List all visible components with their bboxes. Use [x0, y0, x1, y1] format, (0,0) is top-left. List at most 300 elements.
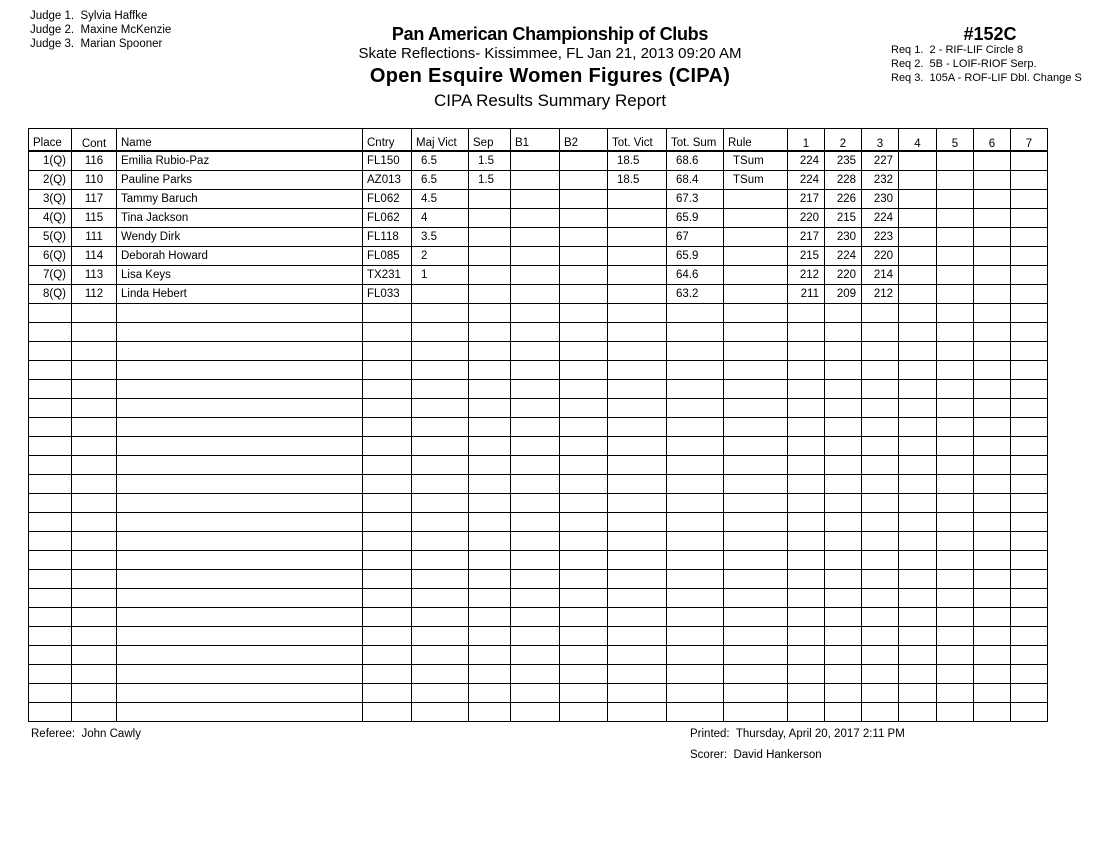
cell-2: 226 [825, 190, 862, 209]
empty-cell [974, 456, 1011, 475]
cell-b1 [511, 266, 560, 285]
empty-cell [412, 589, 469, 608]
empty-cell [29, 551, 72, 570]
cell-cntry: AZ013 [363, 171, 412, 190]
empty-cell [1011, 589, 1048, 608]
requirements-list [891, 43, 1082, 85]
empty-cell [560, 608, 608, 627]
empty-cell [72, 361, 117, 380]
cell-b2 [560, 209, 608, 228]
empty-cell [937, 342, 974, 361]
empty-cell [72, 608, 117, 627]
empty-cell [363, 532, 412, 551]
empty-cell [974, 342, 1011, 361]
empty-cell [72, 627, 117, 646]
cell-b1 [511, 151, 560, 171]
empty-cell [72, 380, 117, 399]
empty-cell [511, 456, 560, 475]
empty-cell [899, 608, 937, 627]
printed-date: Printed: Thursday, April 20, 2017 2:11 PM [690, 728, 905, 740]
empty-cell [117, 551, 363, 570]
cell-tot-vict [608, 190, 667, 209]
empty-cell [1011, 342, 1048, 361]
empty-cell [1011, 475, 1048, 494]
cell-b1 [511, 209, 560, 228]
empty-cell [560, 589, 608, 608]
empty-cell [363, 703, 412, 722]
empty-cell [724, 342, 788, 361]
cell-3: 223 [862, 228, 899, 247]
empty-cell [511, 608, 560, 627]
cell-6 [974, 151, 1011, 171]
cell-place: 1(Q) [29, 151, 72, 171]
empty-cell [825, 684, 862, 703]
empty-cell [560, 665, 608, 684]
empty-cell [788, 513, 825, 532]
empty-cell [511, 361, 560, 380]
empty-cell [667, 703, 724, 722]
empty-table-row [29, 665, 1048, 684]
empty-cell [511, 513, 560, 532]
empty-cell [862, 456, 899, 475]
empty-cell [469, 437, 511, 456]
empty-cell [29, 608, 72, 627]
empty-cell [560, 513, 608, 532]
empty-cell [667, 437, 724, 456]
column-header: 1 [788, 129, 825, 152]
empty-cell [72, 399, 117, 418]
empty-cell [560, 684, 608, 703]
empty-cell [412, 570, 469, 589]
empty-cell [117, 684, 363, 703]
empty-cell [974, 684, 1011, 703]
cell-7 [1011, 171, 1048, 190]
empty-cell [862, 418, 899, 437]
empty-cell [560, 361, 608, 380]
empty-cell [29, 380, 72, 399]
empty-cell [974, 627, 1011, 646]
cell-sep [469, 285, 511, 304]
cell-cntry: FL118 [363, 228, 412, 247]
empty-cell [788, 399, 825, 418]
empty-table-row [29, 684, 1048, 703]
empty-cell [117, 627, 363, 646]
table-row [29, 171, 1048, 190]
empty-cell [608, 475, 667, 494]
empty-table-row [29, 342, 1048, 361]
empty-cell [412, 551, 469, 570]
empty-cell [469, 456, 511, 475]
empty-cell [29, 589, 72, 608]
cell-rule [724, 209, 788, 228]
cell-2: 235 [825, 151, 862, 171]
empty-cell [608, 684, 667, 703]
cell-7 [1011, 247, 1048, 266]
cell-5 [937, 151, 974, 171]
empty-cell [724, 323, 788, 342]
cell-b2 [560, 151, 608, 171]
empty-cell [724, 513, 788, 532]
column-header: Cont [72, 129, 117, 152]
empty-cell [724, 494, 788, 513]
empty-cell [511, 703, 560, 722]
empty-cell [511, 475, 560, 494]
cell-2: 228 [825, 171, 862, 190]
empty-cell [511, 437, 560, 456]
empty-cell [29, 304, 72, 323]
empty-cell [560, 399, 608, 418]
cell-b2 [560, 228, 608, 247]
empty-cell [937, 323, 974, 342]
empty-table-row [29, 703, 1048, 722]
empty-cell [29, 456, 72, 475]
column-header: Cntry [363, 129, 412, 152]
empty-cell [825, 437, 862, 456]
empty-cell [608, 570, 667, 589]
cell-tot-vict [608, 247, 667, 266]
judge-3: Judge 3. Marian Spooner [30, 38, 163, 50]
empty-cell [667, 456, 724, 475]
cell-name: Emilia Rubio-Paz [117, 151, 363, 171]
empty-cell [511, 304, 560, 323]
cell-rule: TSum [724, 171, 788, 190]
empty-cell [608, 513, 667, 532]
empty-cell [825, 304, 862, 323]
column-header: 6 [974, 129, 1011, 152]
empty-cell [117, 437, 363, 456]
empty-cell [937, 399, 974, 418]
cell-2: 224 [825, 247, 862, 266]
empty-cell [412, 627, 469, 646]
cell-6 [974, 285, 1011, 304]
empty-cell [974, 551, 1011, 570]
empty-table-row [29, 551, 1048, 570]
empty-cell [117, 456, 363, 475]
empty-cell [560, 418, 608, 437]
column-header: Tot. Vict [608, 129, 667, 152]
empty-cell [724, 665, 788, 684]
empty-cell [363, 418, 412, 437]
event-number: #152C [963, 24, 1017, 44]
cell-4 [899, 266, 937, 285]
empty-cell [788, 570, 825, 589]
empty-cell [72, 532, 117, 551]
empty-cell [974, 703, 1011, 722]
empty-cell [608, 361, 667, 380]
empty-cell [511, 532, 560, 551]
cell-4 [899, 247, 937, 266]
empty-cell [560, 380, 608, 399]
empty-cell [825, 570, 862, 589]
empty-cell [788, 684, 825, 703]
empty-cell [788, 361, 825, 380]
empty-cell [788, 646, 825, 665]
empty-cell [1011, 608, 1048, 627]
cell-cntry: FL085 [363, 247, 412, 266]
empty-cell [363, 437, 412, 456]
cell-b1 [511, 247, 560, 266]
empty-cell [788, 703, 825, 722]
empty-cell [608, 342, 667, 361]
empty-cell [469, 418, 511, 437]
empty-cell [862, 513, 899, 532]
empty-cell [899, 646, 937, 665]
empty-cell [72, 684, 117, 703]
empty-cell [667, 532, 724, 551]
empty-cell [29, 703, 72, 722]
empty-cell [899, 475, 937, 494]
empty-cell [937, 589, 974, 608]
referee: Referee: John Cawly [31, 728, 141, 740]
column-header: 5 [937, 129, 974, 152]
requirement-2: Req 2. 5B - LOIF-RIOF Serp. [891, 58, 1037, 70]
empty-table-row [29, 646, 1048, 665]
empty-cell [469, 323, 511, 342]
empty-cell [511, 684, 560, 703]
empty-cell [825, 665, 862, 684]
cell-b1 [511, 190, 560, 209]
empty-cell [667, 475, 724, 494]
empty-cell [511, 589, 560, 608]
empty-cell [899, 665, 937, 684]
empty-cell [117, 475, 363, 494]
empty-cell [469, 494, 511, 513]
empty-table-row [29, 323, 1048, 342]
empty-cell [825, 494, 862, 513]
empty-cell [724, 456, 788, 475]
empty-cell [469, 627, 511, 646]
empty-cell [469, 684, 511, 703]
cell-7 [1011, 228, 1048, 247]
cell-b2 [560, 285, 608, 304]
empty-cell [974, 323, 1011, 342]
cell-tot-vict [608, 228, 667, 247]
empty-cell [862, 361, 899, 380]
empty-cell [412, 323, 469, 342]
column-header: B1 [511, 129, 560, 152]
empty-cell [724, 380, 788, 399]
empty-cell [72, 513, 117, 532]
empty-cell [608, 608, 667, 627]
empty-cell [608, 589, 667, 608]
empty-cell [724, 589, 788, 608]
empty-cell [511, 380, 560, 399]
cell-tot-sum: 63.2 [667, 285, 724, 304]
empty-cell [825, 551, 862, 570]
empty-cell [788, 323, 825, 342]
empty-cell [862, 437, 899, 456]
empty-cell [608, 646, 667, 665]
empty-cell [667, 494, 724, 513]
empty-cell [511, 418, 560, 437]
empty-cell [937, 380, 974, 399]
judges-list [30, 9, 171, 51]
empty-cell [667, 627, 724, 646]
cell-cont: 116 [72, 151, 117, 171]
empty-cell [862, 627, 899, 646]
cell-4 [899, 171, 937, 190]
empty-cell [29, 570, 72, 589]
empty-cell [937, 532, 974, 551]
empty-cell [937, 437, 974, 456]
empty-cell [724, 361, 788, 380]
empty-cell [511, 399, 560, 418]
empty-cell [974, 380, 1011, 399]
empty-cell [724, 703, 788, 722]
cell-1: 224 [788, 171, 825, 190]
empty-cell [788, 418, 825, 437]
empty-cell [363, 342, 412, 361]
empty-cell [667, 323, 724, 342]
empty-cell [469, 589, 511, 608]
empty-cell [788, 608, 825, 627]
empty-table-row [29, 570, 1048, 589]
empty-cell [29, 361, 72, 380]
empty-cell [29, 418, 72, 437]
cell-cntry: TX231 [363, 266, 412, 285]
empty-table-row [29, 532, 1048, 551]
column-header: Sep [469, 129, 511, 152]
report-title: CIPA Results Summary Report [433, 91, 667, 110]
cell-6 [974, 266, 1011, 285]
empty-cell [363, 665, 412, 684]
cell-5 [937, 285, 974, 304]
empty-cell [469, 665, 511, 684]
empty-cell [724, 627, 788, 646]
column-header: Tot. Sum [667, 129, 724, 152]
empty-cell [560, 494, 608, 513]
empty-table-row [29, 437, 1048, 456]
empty-cell [788, 532, 825, 551]
empty-cell [862, 380, 899, 399]
empty-cell [608, 418, 667, 437]
empty-cell [825, 342, 862, 361]
cell-tot-sum: 68.4 [667, 171, 724, 190]
cell-1: 217 [788, 228, 825, 247]
empty-cell [667, 570, 724, 589]
empty-cell [469, 304, 511, 323]
empty-cell [899, 532, 937, 551]
empty-cell [667, 513, 724, 532]
cell-3: 230 [862, 190, 899, 209]
empty-cell [608, 665, 667, 684]
empty-cell [825, 532, 862, 551]
cell-name: Deborah Howard [117, 247, 363, 266]
empty-cell [469, 342, 511, 361]
empty-cell [899, 456, 937, 475]
empty-cell [862, 589, 899, 608]
cell-4 [899, 209, 937, 228]
cell-6 [974, 190, 1011, 209]
empty-cell [974, 475, 1011, 494]
empty-cell [1011, 646, 1048, 665]
empty-cell [363, 627, 412, 646]
empty-cell [825, 627, 862, 646]
empty-cell [937, 646, 974, 665]
cell-sep [469, 209, 511, 228]
empty-cell [560, 646, 608, 665]
cell-place: 5(Q) [29, 228, 72, 247]
cell-name: Lisa Keys [117, 266, 363, 285]
empty-cell [788, 380, 825, 399]
empty-cell [72, 646, 117, 665]
empty-cell [724, 684, 788, 703]
empty-cell [560, 437, 608, 456]
cell-place: 4(Q) [29, 209, 72, 228]
cell-cont: 114 [72, 247, 117, 266]
empty-cell [937, 665, 974, 684]
column-header: 3 [862, 129, 899, 152]
cell-cntry: FL062 [363, 190, 412, 209]
empty-cell [667, 665, 724, 684]
empty-cell [974, 304, 1011, 323]
empty-cell [899, 703, 937, 722]
empty-cell [825, 589, 862, 608]
empty-cell [560, 532, 608, 551]
empty-cell [974, 608, 1011, 627]
cell-cont: 112 [72, 285, 117, 304]
empty-cell [724, 532, 788, 551]
empty-cell [412, 532, 469, 551]
empty-cell [862, 494, 899, 513]
empty-cell [899, 589, 937, 608]
empty-cell [363, 361, 412, 380]
empty-cell [363, 323, 412, 342]
empty-cell [899, 551, 937, 570]
empty-cell [511, 627, 560, 646]
empty-cell [724, 399, 788, 418]
empty-cell [469, 608, 511, 627]
cell-7 [1011, 285, 1048, 304]
cell-7 [1011, 151, 1048, 171]
empty-cell [899, 418, 937, 437]
empty-cell [974, 589, 1011, 608]
column-header: 7 [1011, 129, 1048, 152]
empty-cell [363, 570, 412, 589]
empty-cell [899, 304, 937, 323]
empty-cell [862, 608, 899, 627]
empty-cell [117, 608, 363, 627]
cell-tot-vict [608, 285, 667, 304]
empty-cell [469, 361, 511, 380]
empty-cell [1011, 304, 1048, 323]
empty-cell [974, 361, 1011, 380]
empty-cell [937, 475, 974, 494]
empty-cell [937, 361, 974, 380]
column-header: Rule [724, 129, 788, 152]
empty-cell [29, 494, 72, 513]
empty-cell [788, 437, 825, 456]
empty-cell [363, 513, 412, 532]
empty-cell [72, 551, 117, 570]
empty-cell [1011, 551, 1048, 570]
empty-cell [1011, 665, 1048, 684]
empty-cell [1011, 494, 1048, 513]
empty-cell [667, 589, 724, 608]
empty-cell [899, 494, 937, 513]
cell-b2 [560, 247, 608, 266]
empty-cell [412, 456, 469, 475]
cell-cont: 117 [72, 190, 117, 209]
table-row [29, 247, 1048, 266]
empty-cell [862, 646, 899, 665]
empty-cell [560, 456, 608, 475]
empty-cell [469, 646, 511, 665]
empty-cell [1011, 513, 1048, 532]
empty-cell [72, 323, 117, 342]
cell-2: 220 [825, 266, 862, 285]
empty-cell [469, 380, 511, 399]
